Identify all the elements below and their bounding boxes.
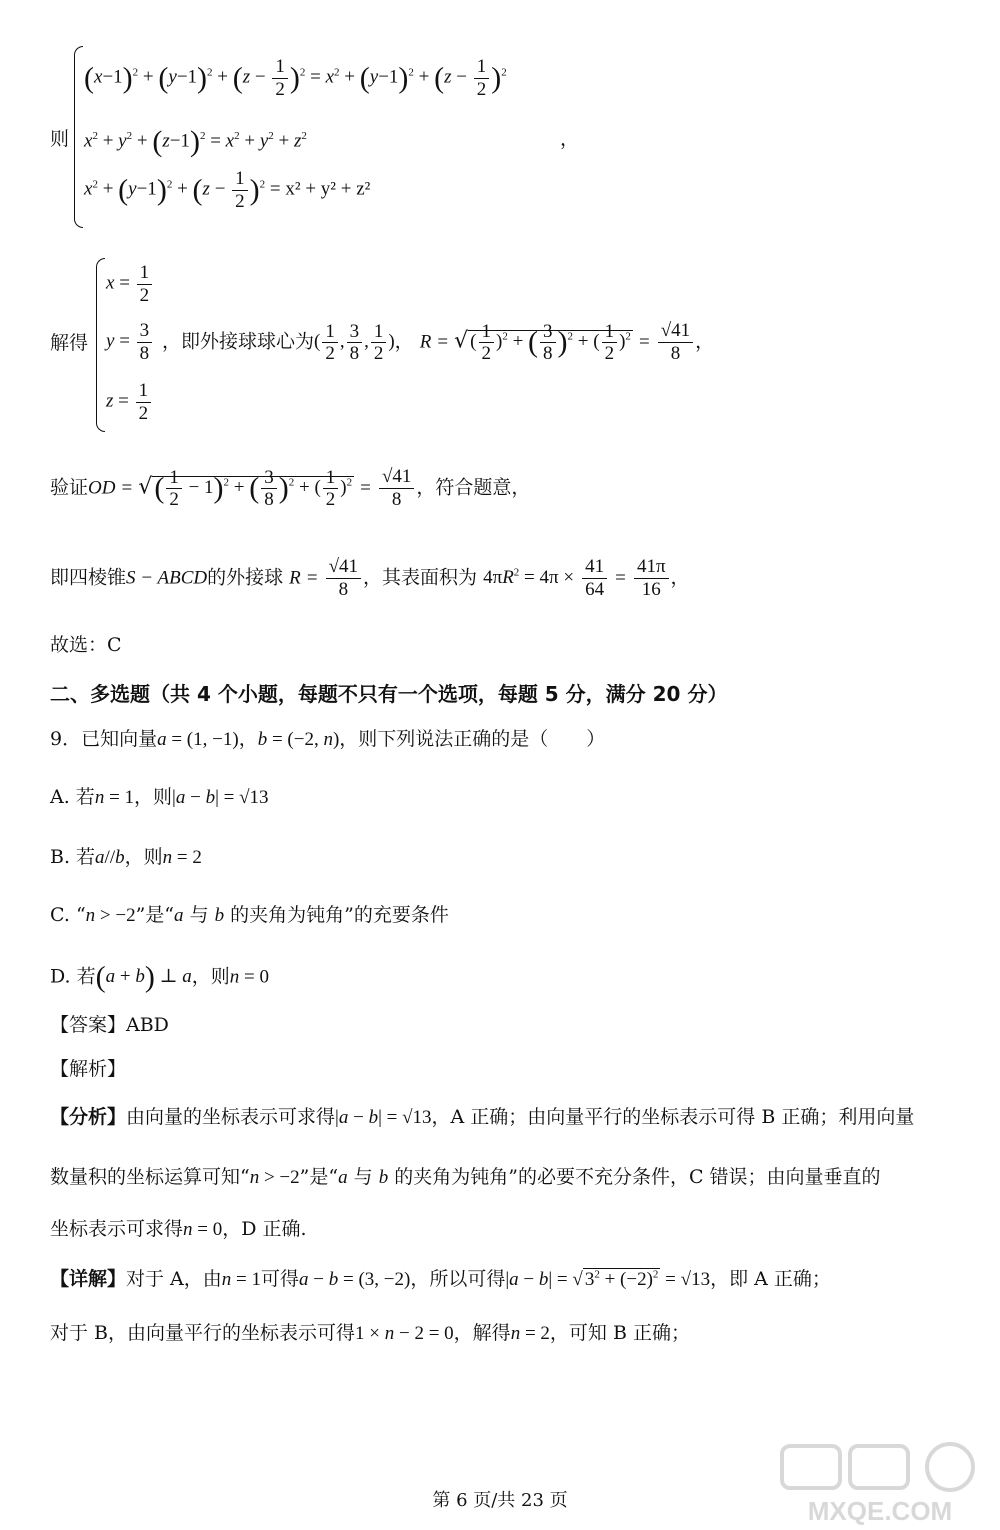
fenxi-line-1: 【分析】由向量的坐标表示可求得|a − b| = √13，A 正确；由向量平行的坐标表示可得 B 正确；利用向量 (50, 1106, 915, 1128)
q9-option-a: A. 若n = 1，则|a − b| = √13 (50, 786, 269, 808)
system1-brace (74, 46, 83, 228)
analysis-line: 【解析】 (50, 1058, 127, 1080)
solve-brace (96, 258, 105, 432)
q9-option-c: C. “n > −2”是“a 与 b 的夹角为钝角”的充要条件 (50, 904, 449, 926)
solve-label: 解得 (50, 332, 89, 354)
solve-x: x = $\frac{1}{2}$ (106, 262, 154, 307)
system1-eq3: $x^2 + (y-1)^2 + (z$ − $\frac{1}{2}$ )$^2$ = x² + y² + z² (84, 168, 371, 212)
system1-label: 则 (50, 128, 70, 150)
sphere-line: 即四棱锥S − ABCD的外接球 R = $\frac{√41}{8}$ ，其表面积为 $4\pi R^2 = 4\pi$ × $\frac{41}{64}$ = $\frac{41\pi}{16}$ ， (50, 556, 690, 600)
fenxi-line-3: 坐标表示可求得n = 0，D 正确. (50, 1218, 307, 1240)
detail-line-1: 【详解】对于 A，由n = 1可得a − b = (3, −2)，所以可得|a − b| = √ $3^2 + (-2)^2 = √13$，即 A 正确； (50, 1268, 831, 1290)
verify-line: 验证OD = √( $\frac{1}{2}$ − 1)$^2$ + ( $\frac{3}{8}$ )$^2$ + ( $\frac{1}{2}$ )$^2$ = $\frac{√41}{8}$ ，符合题意， (50, 466, 531, 511)
system1-eq2: $x^2 + y^2 + (z-1)^2 = x^2 + y^2 + z^2$ (84, 125, 307, 158)
q9-option-d: D. 若(a + b) ⊥ a，则n = 0 (50, 961, 269, 994)
detail-line-2: 对于 B，由向量平行的坐标表示可得1 × n − 2 = 0，解得n = 2，可知 B 正确； (50, 1322, 690, 1344)
solve-y: y = $\frac{3}{8}$ (106, 320, 154, 365)
svg-text:MXQE.COM: MXQE.COM (807, 1496, 953, 1525)
choice-line: 故选：C (50, 634, 122, 656)
page-footer: 第 6 页/共 23 页 (432, 1490, 568, 1511)
system1-trailing-comma: ， (560, 128, 580, 150)
q9-stem: 9．已知向量a = (1, −1)，b = (−2, n)，则下列说法正确的是（ ） (50, 728, 606, 750)
solve-center: ，即外接球球心为( $\frac{1}{2}$ , $\frac{3}{8}$ , $\frac{1}{2}$ )， R = √ ( $\frac{1}{2}$ )$^2$ + ( $\frac{3}{8}$ )$^2$ + ( $\frac{1}{2}$ )$^2$ = $\frac{√41}{8}$ ， (162, 320, 715, 365)
fenxi-line-2: 数量积的坐标运算可知“n > −2”是“a 与 b 的夹角为钝角”的必要不充分条件，C 错误；由向量垂直的 (50, 1166, 881, 1188)
system1-eq1: $(x-1)^2 + (y-1)^2 + (z$ − $\frac{1}{2}$ )$^2 = x^2 + (y-1)^2 + (z$ − $\frac{1}{2}$ )$^2$ (84, 56, 507, 100)
section-heading: 二、多选题（共 4 个小题，每题不只有一个选项，每题 5 分，满分 20 分） (50, 682, 728, 706)
answer-line: 【答案】ABD (50, 1014, 169, 1036)
q9-option-b: B. 若a//b，则n = 2 (50, 846, 202, 868)
solve-z: z = $\frac{1}{2}$ (106, 380, 153, 425)
watermark-logo (780, 1440, 990, 1525)
